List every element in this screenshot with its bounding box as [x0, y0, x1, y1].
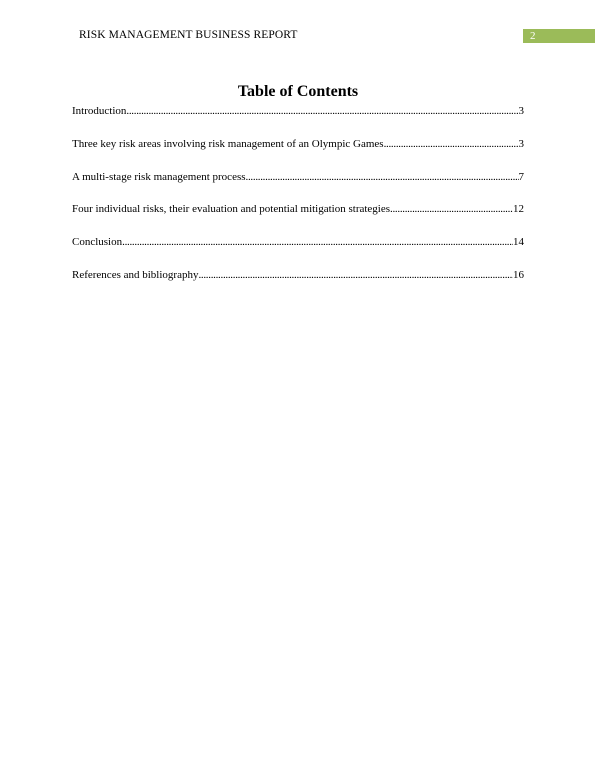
page-number-badge [523, 29, 595, 43]
toc-entry-page: 12 [513, 203, 524, 216]
running-header: RISK MANAGEMENT BUSINESS REPORT [79, 29, 298, 41]
toc-entry-individual-risks[interactable] [72, 202, 524, 216]
toc-heading: Table of Contents [237, 83, 359, 100]
toc-dot-leader [384, 137, 519, 151]
table-of-contents [72, 104, 524, 301]
toc-entry-multi-stage-process[interactable] [72, 170, 524, 184]
toc-dot-leader [246, 170, 519, 184]
toc-entry-page: 3 [518, 137, 524, 150]
toc-entry-page: 16 [513, 268, 524, 281]
toc-dot-leader [122, 235, 513, 249]
toc-entry-page: 7 [518, 170, 524, 183]
toc-entry-title: Conclusion [72, 236, 123, 249]
toc-entry-title: Three key risk areas involving risk management of an Olympic Games [72, 137, 384, 150]
toc-entry-key-risk-areas[interactable] [72, 137, 524, 151]
toc-entry-page: 14 [513, 236, 524, 249]
toc-entry-conclusion[interactable] [72, 235, 524, 249]
toc-dot-leader [126, 104, 518, 118]
page-number: 2 [530, 30, 536, 42]
toc-entry-title: References and bibliography [72, 268, 199, 281]
toc-entry-references[interactable] [72, 268, 524, 282]
toc-dot-leader [198, 268, 513, 282]
toc-entry-title: A multi-stage risk management process [72, 170, 246, 183]
toc-dot-leader [390, 202, 513, 216]
toc-entry-title: Four individual risks, their evaluation and potential mitigation strategies [72, 203, 391, 216]
toc-entry-page: 3 [518, 105, 524, 117]
toc-entry-introduction[interactable] [72, 104, 524, 118]
toc-entry-title: Introduction [72, 105, 127, 117]
